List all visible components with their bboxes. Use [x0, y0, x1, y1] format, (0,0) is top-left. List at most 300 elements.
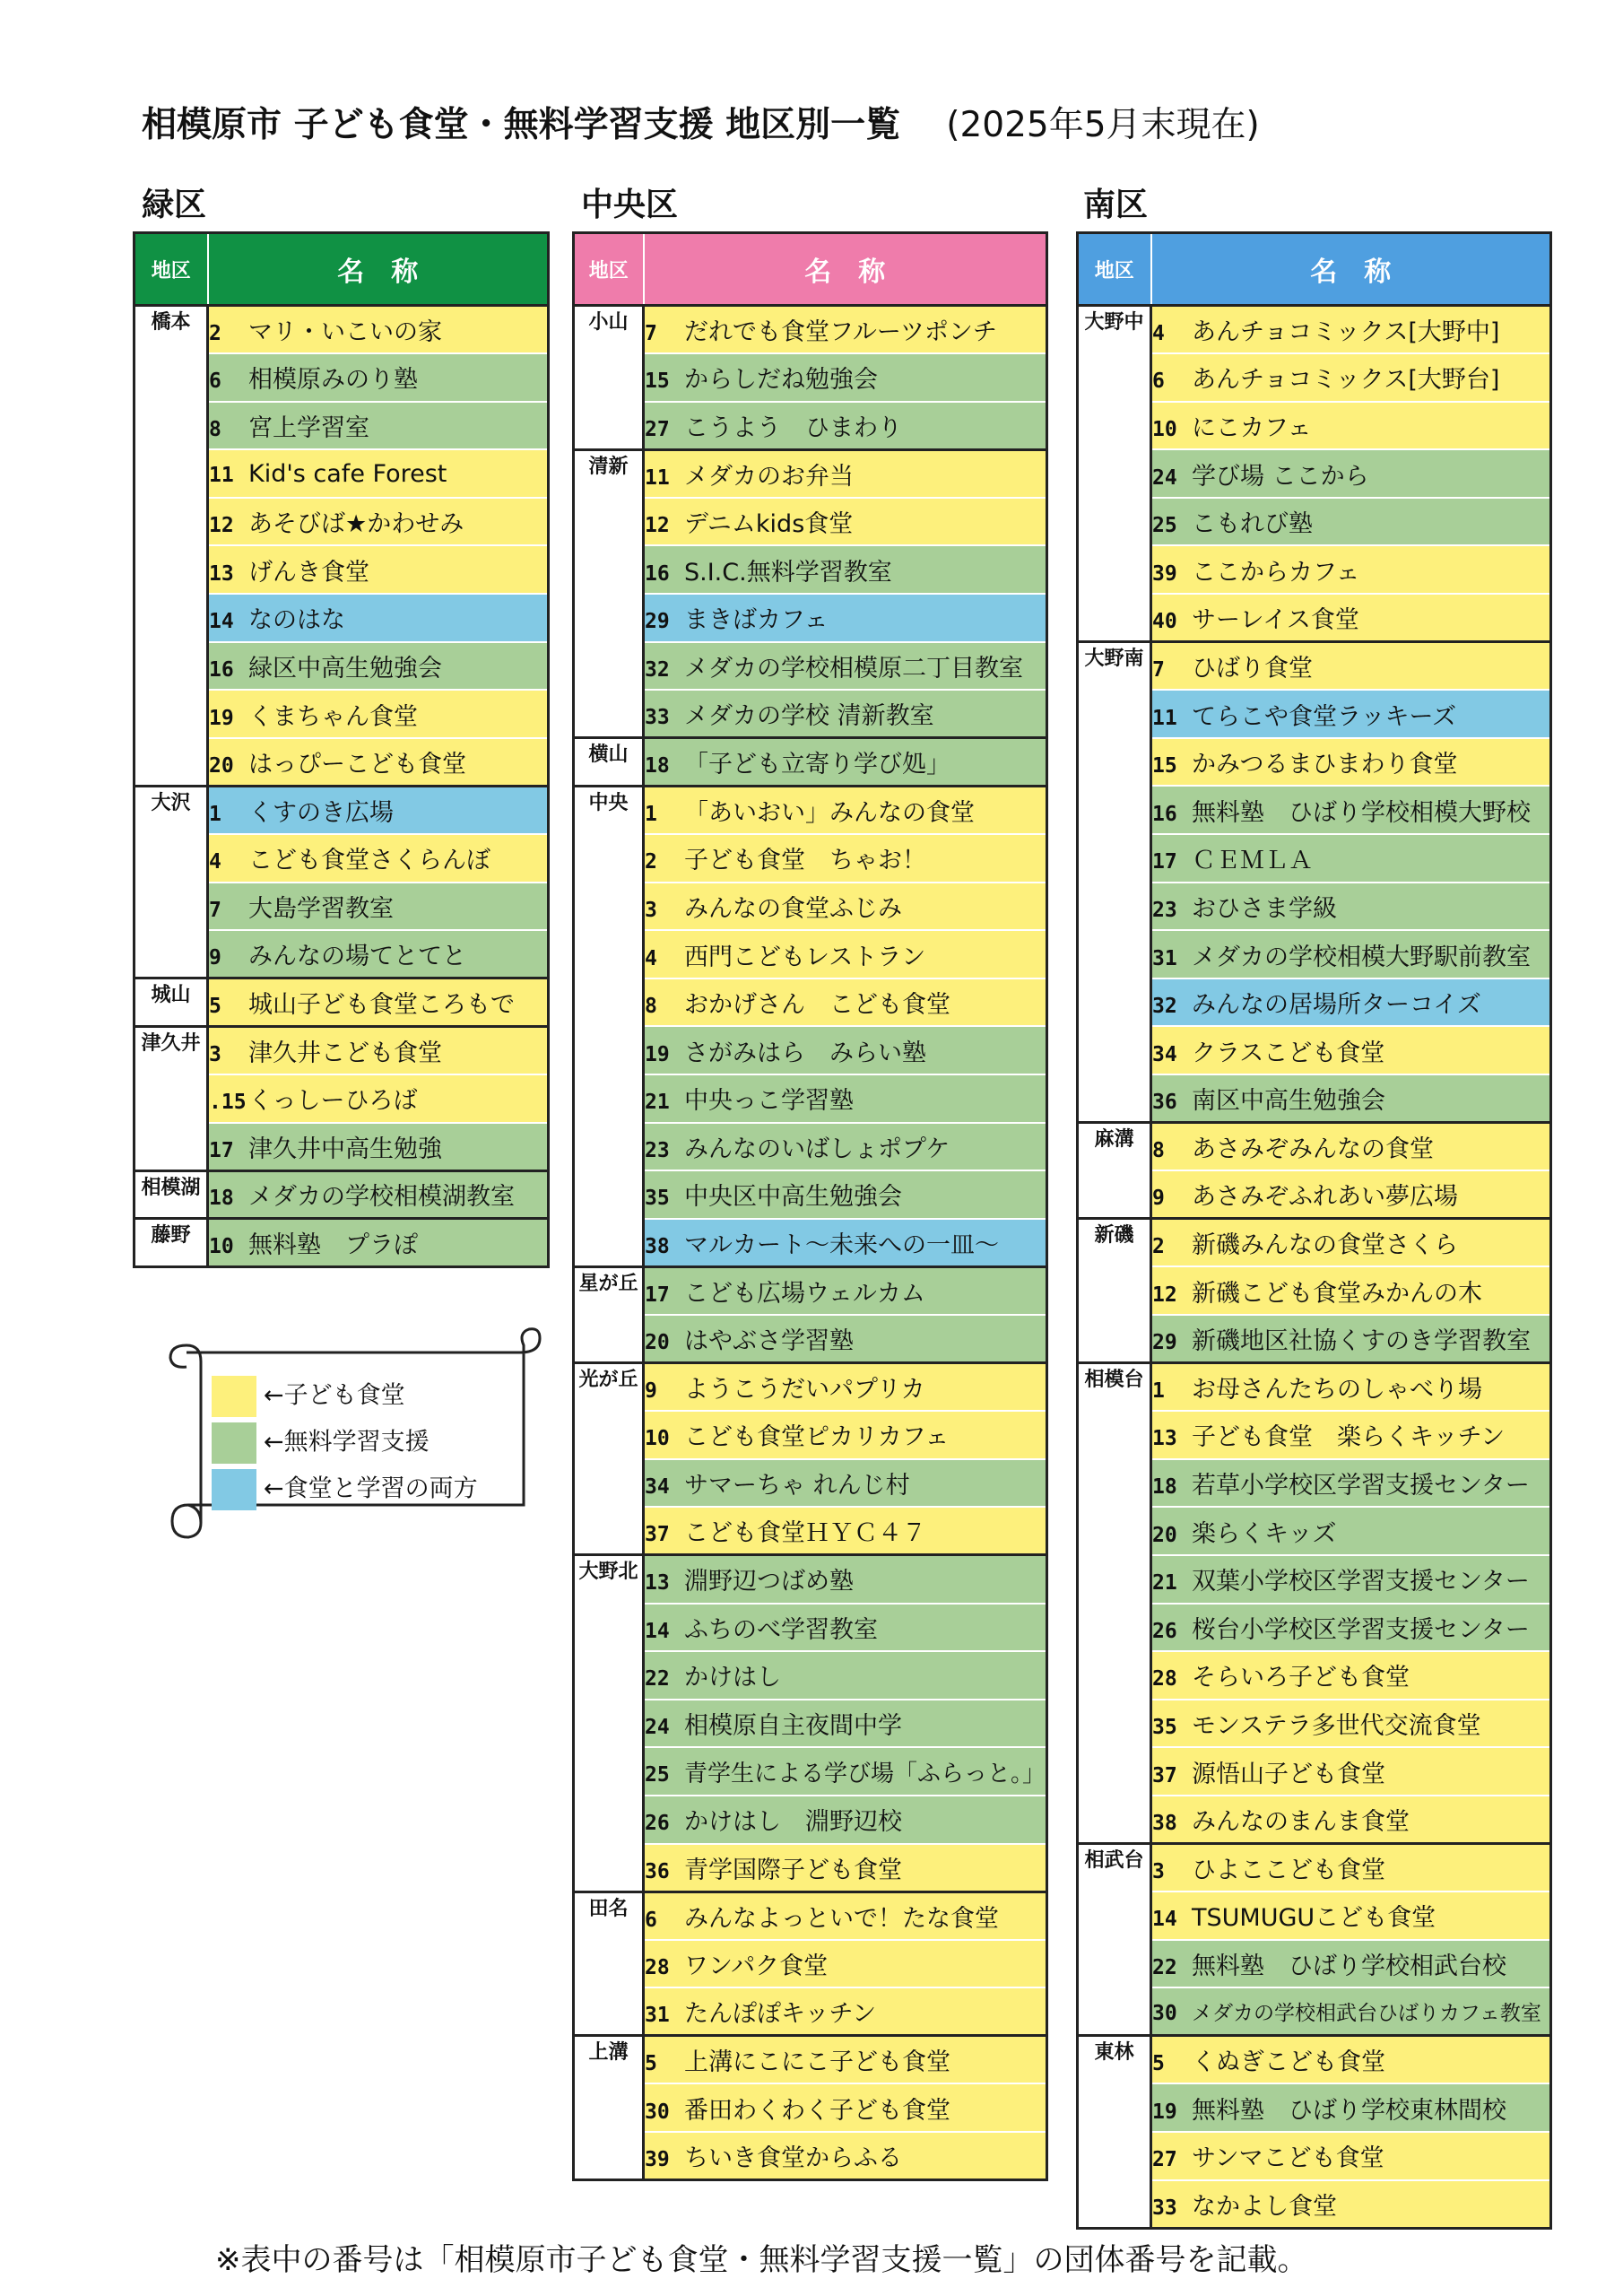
- entry-cell: [1151, 1411, 1551, 1459]
- entry-number: 11: [1152, 706, 1177, 730]
- entry-number: 11: [645, 465, 670, 490]
- entry-cell: [208, 978, 549, 1027]
- entry-number: 17: [1152, 850, 1177, 874]
- entry-number: 5: [209, 995, 221, 1019]
- entry-number: 6: [1152, 370, 1165, 394]
- entry-number: 32: [1152, 995, 1177, 1019]
- footnote: ※表中の番号は「相模原市子ども食堂・無料学習支援一覧」の団体番号を記載。: [215, 2242, 1308, 2278]
- entry-cell: [644, 930, 1047, 978]
- entry-number: 25: [645, 1762, 670, 1787]
- table-row: [135, 1026, 549, 1074]
- entry-name: まきばカフェ: [684, 606, 829, 635]
- district-cell: 新磯: [1078, 1219, 1151, 1363]
- entry-number: 16: [1152, 802, 1177, 826]
- entry-name: 南区中高生勉強会: [1192, 1087, 1385, 1116]
- table-row: [574, 1604, 1047, 1652]
- table-row: [574, 1170, 1047, 1219]
- entry-name: メダカの学校相模大野駅前教室: [1192, 943, 1531, 971]
- entry-cell: [1151, 353, 1551, 402]
- entry-name: かけはし 淵野辺校: [684, 1808, 902, 1837]
- entry-name: ＣＥＭＬＡ: [1192, 847, 1313, 875]
- entry-cell: [1151, 930, 1551, 978]
- table-row: [135, 1219, 549, 1267]
- district-cell: 上溝: [574, 2036, 644, 2180]
- entry-cell: [644, 2036, 1047, 2084]
- entry-number: 9: [209, 946, 221, 970]
- entry-cell: [208, 1074, 549, 1123]
- entry-name: みんなの食堂ふじみ: [684, 894, 902, 923]
- entry-cell: [644, 1940, 1047, 1988]
- entry-number: 19: [209, 706, 234, 730]
- entry-name: こうよう ひまわり: [684, 413, 902, 442]
- entry-number: 16: [645, 561, 670, 586]
- entry-number: 12: [1152, 1283, 1177, 1307]
- entry-number: 11: [209, 463, 234, 487]
- entry-name: モンステラ多世代交流食堂: [1192, 1712, 1481, 1741]
- entry-name: 大島学習教室: [248, 894, 394, 923]
- table-row: [574, 306, 1047, 354]
- entry-cell: [208, 786, 549, 834]
- legend-label: ←食堂と学習の両方: [264, 1474, 478, 1503]
- entry-number: 33: [1152, 2196, 1177, 2220]
- entry-cell: [644, 1123, 1047, 1171]
- entry-number: 37: [645, 1523, 670, 1547]
- entry-name: みんなの場てとてと: [248, 943, 466, 971]
- ward-title: 南区: [1083, 187, 1149, 223]
- entry-name: こども食堂さくらんぼ: [248, 847, 490, 875]
- district-cell: 東林: [1078, 2036, 1151, 2228]
- entry-cell: [208, 738, 549, 787]
- entry-number: 37: [1152, 1763, 1177, 1787]
- entry-number: 28: [1152, 1667, 1177, 1692]
- entry-name: おひさま学級: [1192, 894, 1337, 923]
- entry-cell: [1151, 1026, 1551, 1074]
- legend-item-kodomo-shokudo: [212, 1376, 405, 1412]
- entry-name: 無料塾 ひばり学校相武台校: [1192, 1952, 1506, 1980]
- entry-name: はっぴーこども食堂: [248, 750, 466, 778]
- entry-cell: [1151, 642, 1551, 691]
- district-cell: 中央: [574, 786, 644, 1266]
- entry-name: あんチョコミックス[大野中]: [1192, 318, 1500, 347]
- entry-number: 39: [645, 2148, 670, 2172]
- table-row: [574, 738, 1047, 787]
- entry-cell: [1151, 738, 1551, 787]
- entry-number: 6: [645, 1908, 657, 1932]
- entry-name: 新磯地区社協くすのき学習教室: [1192, 1327, 1531, 1356]
- ward-title: 中央区: [581, 187, 679, 223]
- entry-cell: [644, 642, 1047, 691]
- district-cell: 大野中: [1078, 306, 1151, 642]
- table-row: [574, 1555, 1047, 1604]
- entry-number: 4: [645, 946, 657, 970]
- entry-name: 新磯みんなの食堂さくら: [1192, 1231, 1458, 1260]
- entry-number: 27: [1152, 2148, 1177, 2172]
- entry-name: 西門こどもレストラン: [684, 943, 926, 971]
- district-cell: 大野南: [1078, 642, 1151, 1123]
- table-row: [1078, 1363, 1551, 1412]
- table-row: [1078, 2036, 1551, 2084]
- table-row: [574, 978, 1047, 1027]
- entry-name: 相模原自主夜間中学: [684, 1712, 902, 1741]
- entry-cell: [1151, 498, 1551, 546]
- entry-cell: [1151, 1892, 1551, 1940]
- entry-cell: [1151, 402, 1551, 450]
- table-row: [574, 2132, 1047, 2180]
- entry-name: こども広場ウェルカム: [684, 1279, 925, 1308]
- entry-name: クラスこども食堂: [1192, 1039, 1385, 1067]
- entry-name: あんチョコミックス[大野台]: [1192, 366, 1500, 395]
- entry-cell: [208, 690, 549, 738]
- entry-number: 14: [645, 1619, 670, 1643]
- table-row: [574, 1459, 1047, 1508]
- entry-name: さがみはら みらい塾: [684, 1039, 926, 1067]
- entry-number: 2: [645, 850, 657, 874]
- entry-cell: [644, 306, 1047, 354]
- table-row: [135, 1170, 549, 1219]
- entry-cell: [644, 1074, 1047, 1123]
- entry-cell: [1151, 1459, 1551, 1508]
- entry-number: 13: [1152, 1427, 1177, 1451]
- table-row: [574, 1651, 1047, 1700]
- entry-name: こもれび塾: [1192, 510, 1313, 539]
- entry-name: ふちのべ学習教室: [684, 1615, 878, 1644]
- entry-name: 城山子ども食堂ころもで: [248, 991, 515, 1020]
- entry-name: こども食堂ピカリカフェ: [684, 1423, 950, 1452]
- entry-name: おかげさん こども食堂: [684, 991, 950, 1020]
- table-row: [574, 1844, 1047, 1892]
- entry-name: たんぽぽキッチン: [684, 2000, 877, 2029]
- table-row: [574, 642, 1047, 691]
- entry-number: 3: [209, 1042, 221, 1066]
- entry-cell: [208, 1026, 549, 1074]
- entry-cell: [1151, 1363, 1551, 1412]
- district-cell: 横山: [574, 738, 644, 787]
- table-row: [1078, 1844, 1551, 1892]
- table-row: [574, 2083, 1047, 2132]
- header-district: 地区: [135, 233, 208, 306]
- table-row: [135, 978, 549, 1027]
- table-row: [574, 498, 1047, 546]
- table-row: [574, 883, 1047, 931]
- entry-name: あそびば★かわせみ: [248, 510, 464, 539]
- entry-name: くすのき広場: [248, 798, 394, 827]
- entry-number: 14: [209, 610, 234, 634]
- table-row: [574, 2036, 1047, 2084]
- entry-name: デニムkids食堂: [684, 510, 854, 539]
- entry-cell: [208, 402, 549, 450]
- entry-cell: [644, 1266, 1047, 1315]
- entry-name: くぬぎこども食堂: [1192, 2048, 1385, 2077]
- entry-number: 21: [1152, 1571, 1177, 1596]
- entry-name: お母さんたちのしゃべり場: [1192, 1376, 1482, 1405]
- entry-cell: [1151, 1844, 1551, 1892]
- entry-name: みんなよっといで！たな食堂: [684, 1904, 999, 1933]
- entry-cell: [208, 306, 549, 354]
- table-row: [1078, 1219, 1551, 1267]
- table-row: [574, 786, 1047, 834]
- entry-name: 子ども食堂 ちゃお！: [684, 847, 926, 875]
- legend-swatch: [212, 1469, 256, 1510]
- entry-number: 18: [209, 1187, 234, 1211]
- entry-cell: [1151, 449, 1551, 498]
- entry-name: 相模原みのり塾: [248, 366, 418, 395]
- entry-cell: [1151, 978, 1551, 1027]
- entry-name: ひばり食堂: [1192, 655, 1313, 683]
- entry-cell: [644, 1459, 1047, 1508]
- district-cell: 田名: [574, 1892, 644, 2036]
- legend-label: ←子ども食堂: [264, 1381, 405, 1410]
- entry-name: なかよし食堂: [1192, 2192, 1337, 2221]
- page-title: [142, 99, 1260, 152]
- entry-number: 12: [209, 514, 234, 538]
- entry-number: 15: [645, 370, 670, 394]
- entry-cell: [644, 353, 1047, 402]
- entry-cell: [644, 2083, 1047, 2132]
- entry-number: 13: [209, 561, 234, 586]
- ward-table: [133, 231, 550, 1268]
- table-row: [574, 1507, 1047, 1555]
- entry-cell: [1151, 2180, 1551, 2229]
- entry-name: 緑区中高生勉強会: [248, 654, 442, 683]
- entry-cell: [1151, 2036, 1551, 2084]
- entry-name: サーレイス食堂: [1192, 606, 1359, 635]
- table-row: [135, 786, 549, 834]
- entry-number: 7: [645, 322, 657, 346]
- entry-cell: [208, 353, 549, 402]
- entry-number: 8: [209, 417, 221, 441]
- header-name: 名 称: [208, 233, 549, 306]
- entry-name: 「子ども立寄り学び処」: [684, 751, 950, 779]
- table-row: [574, 1411, 1047, 1459]
- table-row: [574, 1796, 1047, 1844]
- table-row: [1078, 306, 1551, 354]
- entry-cell: [644, 786, 1047, 834]
- entry-number: 20: [645, 1331, 670, 1355]
- entry-number: 7: [1152, 658, 1165, 683]
- entry-name: げんき食堂: [248, 558, 369, 587]
- entry-number: 24: [645, 1716, 670, 1740]
- district-cell: 星が丘: [574, 1266, 644, 1362]
- header-district: 地区: [574, 233, 644, 306]
- entry-number: .15: [209, 1091, 247, 1115]
- entry-cell: [208, 594, 549, 642]
- header-district: 地区: [1078, 233, 1151, 306]
- entry-number: 21: [645, 1091, 670, 1115]
- entry-cell: [644, 1651, 1047, 1700]
- entry-name: 「あいおい」みんなの食堂: [684, 798, 975, 827]
- entry-number: 39: [1152, 561, 1177, 586]
- entry-number: 4: [1152, 322, 1165, 346]
- entry-name: 中央っこ学習塾: [684, 1087, 854, 1116]
- table-row: [574, 1700, 1047, 1748]
- entry-name: 双葉小学校区学習支援センター: [1192, 1568, 1530, 1596]
- entry-cell: [1151, 883, 1551, 931]
- entry-name: メダカの学校相模原二丁目教室: [684, 654, 1023, 683]
- entry-name: はやぶさ学習塾: [684, 1327, 854, 1356]
- district-cell: 大野北: [574, 1555, 644, 1892]
- entry-cell: [1151, 1123, 1551, 1171]
- entry-cell: [1151, 1170, 1551, 1219]
- entry-number: 33: [645, 706, 670, 730]
- entry-name: くまちゃん食堂: [248, 702, 418, 731]
- entry-cell: [644, 690, 1047, 738]
- entry-number: 1: [645, 802, 657, 826]
- entry-number: 34: [645, 1475, 670, 1500]
- entry-number: 38: [645, 1234, 670, 1258]
- ward-title: 緑区: [142, 187, 207, 223]
- entry-name: てらこや食堂ラッキーズ: [1192, 702, 1457, 731]
- entry-number: 2: [1152, 1235, 1165, 1259]
- table-row: [574, 545, 1047, 594]
- entry-cell: [644, 498, 1047, 546]
- district-cell: 大沢: [135, 786, 208, 978]
- entry-cell: [1151, 690, 1551, 738]
- entry-number: 23: [1152, 898, 1177, 922]
- entry-number: 19: [645, 1042, 670, 1066]
- entry-cell: [644, 449, 1047, 498]
- entry-cell: [1151, 834, 1551, 883]
- legend-swatch: [212, 1376, 256, 1417]
- header-name: 名 称: [1151, 233, 1551, 306]
- entry-number: 25: [1152, 514, 1177, 538]
- entry-name: くっしーひろば: [248, 1087, 418, 1116]
- legend-item-both: [212, 1469, 478, 1505]
- entry-cell: [644, 1315, 1047, 1363]
- entry-name: あさみぞふれあい夢広場: [1192, 1183, 1458, 1212]
- entry-name: かけはし: [684, 1664, 781, 1692]
- entry-cell: [208, 545, 549, 594]
- district-cell: 津久井: [135, 1026, 208, 1170]
- district-cell: 橋本: [135, 306, 208, 787]
- entry-cell: [644, 402, 1047, 450]
- entry-name: 桜台小学校区学習支援センター: [1192, 1615, 1530, 1644]
- district-cell: 光が丘: [574, 1363, 644, 1555]
- entry-cell: [208, 449, 549, 498]
- entry-name: からしだね勉強会: [684, 366, 878, 395]
- entry-name: 津久井こども食堂: [248, 1039, 442, 1067]
- table-row: [574, 1123, 1047, 1171]
- entry-number: 35: [1152, 1716, 1177, 1740]
- entry-number: 38: [1152, 1811, 1177, 1835]
- entry-number: 8: [645, 995, 657, 1019]
- entry-cell: [1151, 1700, 1551, 1748]
- table-row: [574, 1074, 1047, 1123]
- table-row: [135, 306, 549, 354]
- entry-name: メダカの学校相武台ひばりカフェ教室: [1192, 2002, 1541, 2026]
- entry-name: 子ども食堂 楽らくキッチン: [1192, 1423, 1506, 1452]
- entry-number: 35: [645, 1187, 670, 1211]
- district-cell: 清新: [574, 449, 644, 738]
- entry-name: 淵野辺つばめ塾: [684, 1568, 854, 1596]
- legend-item-free-study: [212, 1422, 430, 1458]
- entry-cell: [1151, 1940, 1551, 1988]
- entry-name: TSUMUGUこども食堂: [1192, 1904, 1436, 1933]
- entry-cell: [644, 1700, 1047, 1748]
- entry-name: 無料塾 ひばり学校東林間校: [1192, 2096, 1506, 2125]
- entry-cell: [1151, 786, 1551, 834]
- entry-cell: [644, 2132, 1047, 2180]
- entry-name: メダカのお弁当: [684, 462, 854, 491]
- entry-number: 30: [645, 2100, 670, 2124]
- entry-name: なのはな: [248, 606, 345, 635]
- table-row: [574, 1940, 1047, 1988]
- entry-number: 5: [645, 2052, 657, 2076]
- entry-cell: [644, 1747, 1047, 1796]
- entry-name: サマーちゃ れんじ村: [684, 1472, 910, 1500]
- entry-cell: [208, 642, 549, 691]
- entry-name: そらいろ子ども食堂: [1192, 1664, 1410, 1692]
- entry-number: 10: [209, 1235, 234, 1259]
- entry-cell: [644, 1796, 1047, 1844]
- district-cell: 小山: [574, 306, 644, 450]
- entry-name: 若草小学校区学習支援センター: [1192, 1472, 1530, 1500]
- table-row: [574, 1219, 1047, 1267]
- entry-name: 新磯こども食堂みかんの木: [1192, 1279, 1482, 1308]
- district-cell: 城山: [135, 978, 208, 1027]
- entry-cell: [208, 883, 549, 931]
- entry-cell: [644, 594, 1047, 642]
- entry-number: 6: [209, 370, 221, 394]
- district-cell: 相武台: [1078, 1844, 1151, 2036]
- entry-number: 15: [1152, 754, 1177, 778]
- entry-number: 26: [645, 1812, 670, 1836]
- entry-cell: [1151, 2083, 1551, 2132]
- title-text: 相模原市 子ども食堂・無料学習支援 地区別一覧: [142, 105, 901, 145]
- table-row: [574, 1747, 1047, 1796]
- entry-number: 17: [645, 1283, 670, 1307]
- entry-cell: [1151, 1651, 1551, 1700]
- entry-name: みんなのいばしょポプケ: [684, 1135, 950, 1163]
- district-cell: 藤野: [135, 1219, 208, 1267]
- entry-number: 22: [1152, 1955, 1177, 1979]
- table-row: [1078, 1123, 1551, 1171]
- entry-number: 9: [645, 1379, 657, 1404]
- legend-swatch: [212, 1422, 256, 1464]
- district-cell: 相模湖: [135, 1170, 208, 1219]
- entry-cell: [208, 834, 549, 883]
- entry-name: 青学生による学び場「ふらっと。」: [684, 1760, 1046, 1787]
- entry-cell: [208, 498, 549, 546]
- entry-name: みんなの居場所ターコイズ: [1192, 991, 1481, 1020]
- entry-name: かみつるまひまわり食堂: [1192, 751, 1458, 779]
- entry-number: 32: [645, 657, 670, 682]
- entry-cell: [644, 1555, 1047, 1604]
- entry-number: 36: [1152, 1091, 1177, 1115]
- entry-cell: [644, 1507, 1047, 1555]
- entry-name: ここからカフェ: [1192, 558, 1360, 587]
- entry-number: 20: [1152, 1523, 1177, 1547]
- entry-number: 18: [645, 754, 670, 778]
- entry-number: 7: [209, 898, 221, 922]
- table-row: [574, 1315, 1047, 1363]
- entry-cell: [1151, 1507, 1551, 1555]
- table-row: [574, 1363, 1047, 1412]
- ward-table: [1076, 231, 1552, 2230]
- entry-number: 26: [1152, 1619, 1177, 1643]
- table-row: [574, 1892, 1047, 1940]
- entry-cell: [644, 545, 1047, 594]
- entry-cell: [644, 883, 1047, 931]
- entry-name: 上溝にこにこ子ども食堂: [684, 2048, 950, 2077]
- entry-number: 3: [645, 898, 657, 922]
- entry-name: ひよここども食堂: [1192, 1857, 1385, 1885]
- entry-cell: [644, 1892, 1047, 1940]
- entry-cell: [644, 1987, 1047, 2036]
- table-row: [574, 353, 1047, 402]
- entry-number: 5: [1152, 2052, 1165, 2076]
- entry-number: 14: [1152, 1908, 1177, 1932]
- entry-name: あさみぞみんなの食堂: [1192, 1135, 1434, 1164]
